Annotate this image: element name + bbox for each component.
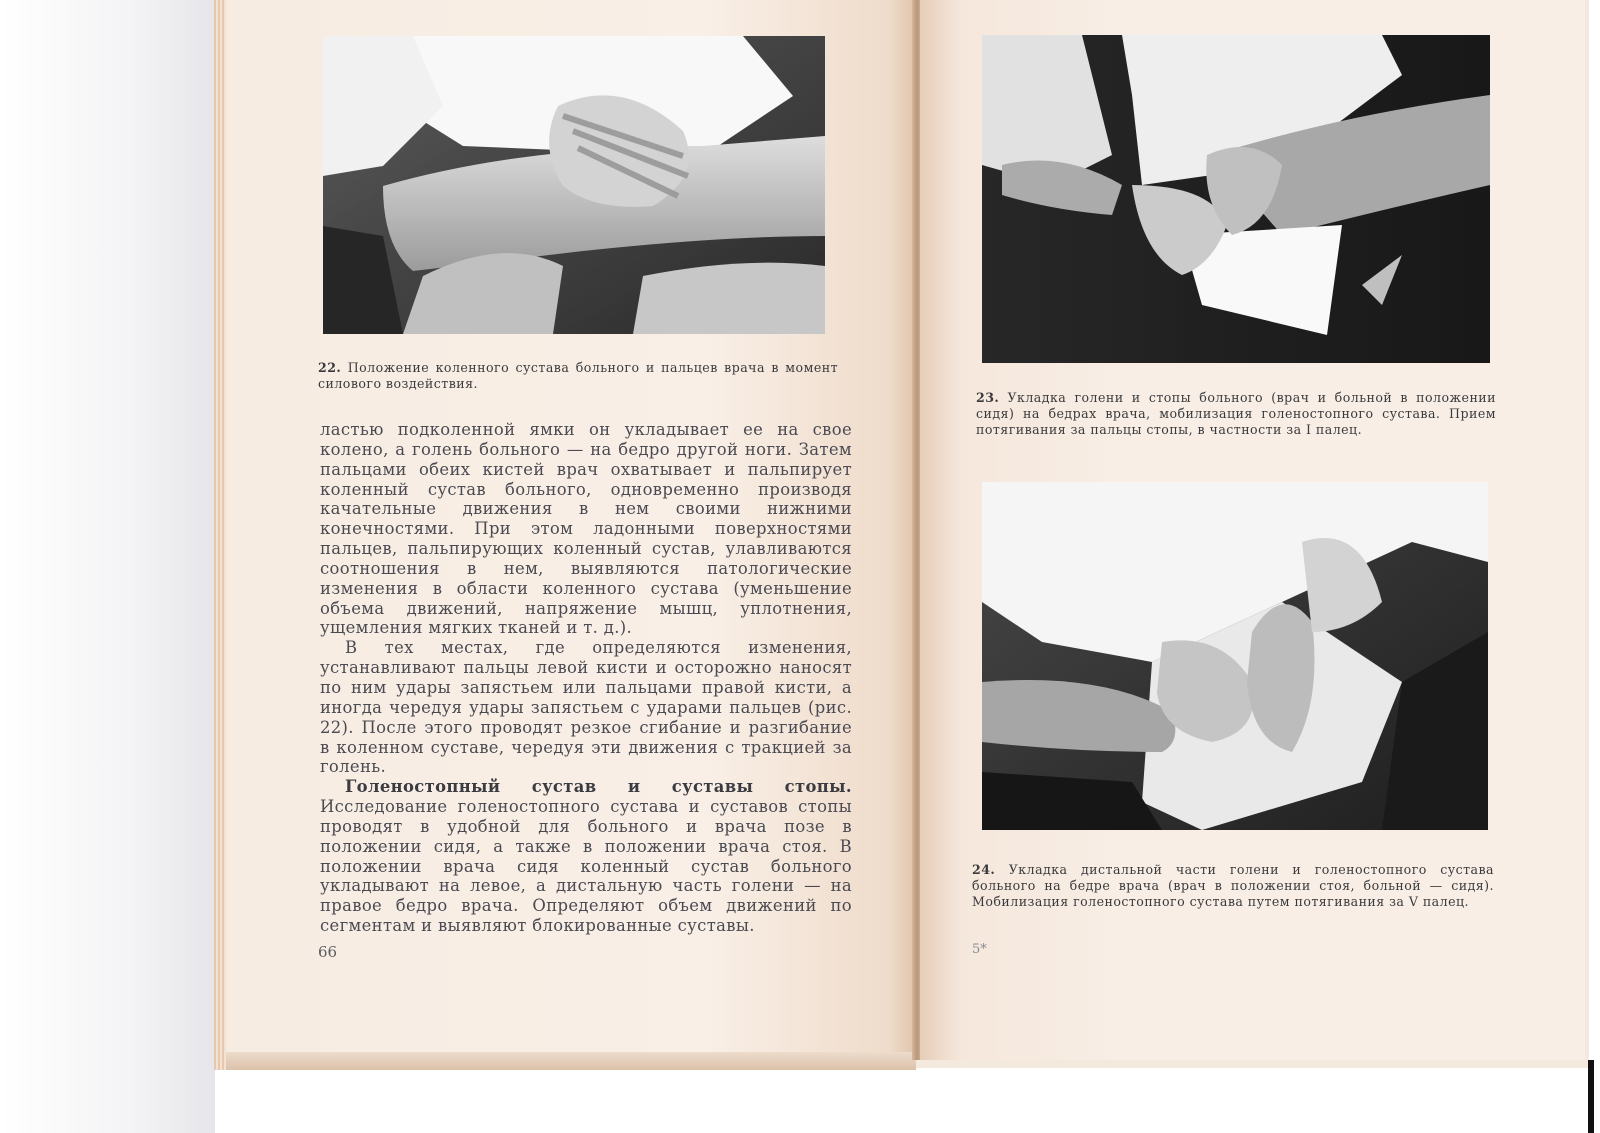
figure-23-text: Укладка голени и стопы больного (врач и больной в положении сидя) на бедрах врача, мобилизация голеностопного сустава. Прием потягивания за пальцы стопы, в частности за I палец. bbox=[976, 390, 1496, 437]
paragraph-2 bbox=[320, 638, 852, 777]
paragraph-3-text: Исследование голеностопного сустава и суставов стопы проводят в удобной для больного и врача позе в положении сидя, а также в положении врача стоя. В положении врача сидя коленный сустав больного укладывают на левое, а дистальную часть голени — на правое бедро врача. Определяют объем движений по сегментам и выявляют блокированные суставы. bbox=[320, 797, 852, 936]
figure-23-number: 23. bbox=[976, 390, 1000, 405]
page-edges-bottom bbox=[226, 1050, 916, 1070]
scan-edge-bar bbox=[1588, 1060, 1594, 1133]
figure-22-number: 22. bbox=[318, 360, 342, 375]
paragraph-1 bbox=[320, 420, 852, 638]
paragraph-2-text: В тех местах, где определяются изменения, устанавливают пальцы левой кисти и осторожно наносят по ним удары запястьем или пальцами правой кисти, а иногда чередуя удары запястьем с ударами пальцев (рис. 22). После этого проводят резкое сгибание и разгибание в коленном суставе, чередуя эти движения с тракцией за голень. bbox=[320, 638, 852, 777]
figure-24-number: 24. bbox=[972, 862, 996, 877]
page-edges bbox=[214, 0, 226, 1070]
figure-24-text: Укладка дистальной части голени и голеностопного сустава больного на бедре врача (врач в положении стоя, больной — сидя). Мобилизация голеностопного сустава путем потягивания за V палец. bbox=[972, 862, 1494, 909]
paragraph-1-text: ластью подколенной ямки он укладывает ее на свое колено, а голень больного — на бедро другой ноги. Затем пальцами обеих кистей врач охватывает и пальпирует коленный сустав больного, одновременно производя качательные движения в нем своими нижними конечностями. При этом ладонными поверхностями пальцев, пальпирующих коленный сустав, улавливаются соотношения в нем, выявляются патологические изменения в области коленного сустава (уменьшение объема движений, напряжение мышц, уплотнения, ущемления мягких тканей и т. д.). bbox=[320, 420, 852, 638]
figure-24-caption bbox=[972, 862, 1494, 910]
figure-23-photo bbox=[982, 35, 1490, 363]
section-heading-ankle: Голеностопный сустав и суставы стопы. bbox=[345, 777, 852, 797]
figure-22-photo bbox=[323, 36, 825, 334]
figure-22-text: Положение коленного сустава больного и пальцев врача в момент силового воздействия. bbox=[318, 360, 838, 391]
paragraph-3 bbox=[320, 777, 852, 936]
left-page-body bbox=[320, 420, 852, 936]
figure-24-photo bbox=[982, 482, 1488, 830]
figure-23-caption bbox=[976, 390, 1496, 438]
signature-mark: 5* bbox=[972, 942, 987, 957]
scanner-background bbox=[0, 0, 215, 1133]
page-number-left: 66 bbox=[318, 943, 338, 961]
figure-22-caption bbox=[318, 360, 838, 392]
